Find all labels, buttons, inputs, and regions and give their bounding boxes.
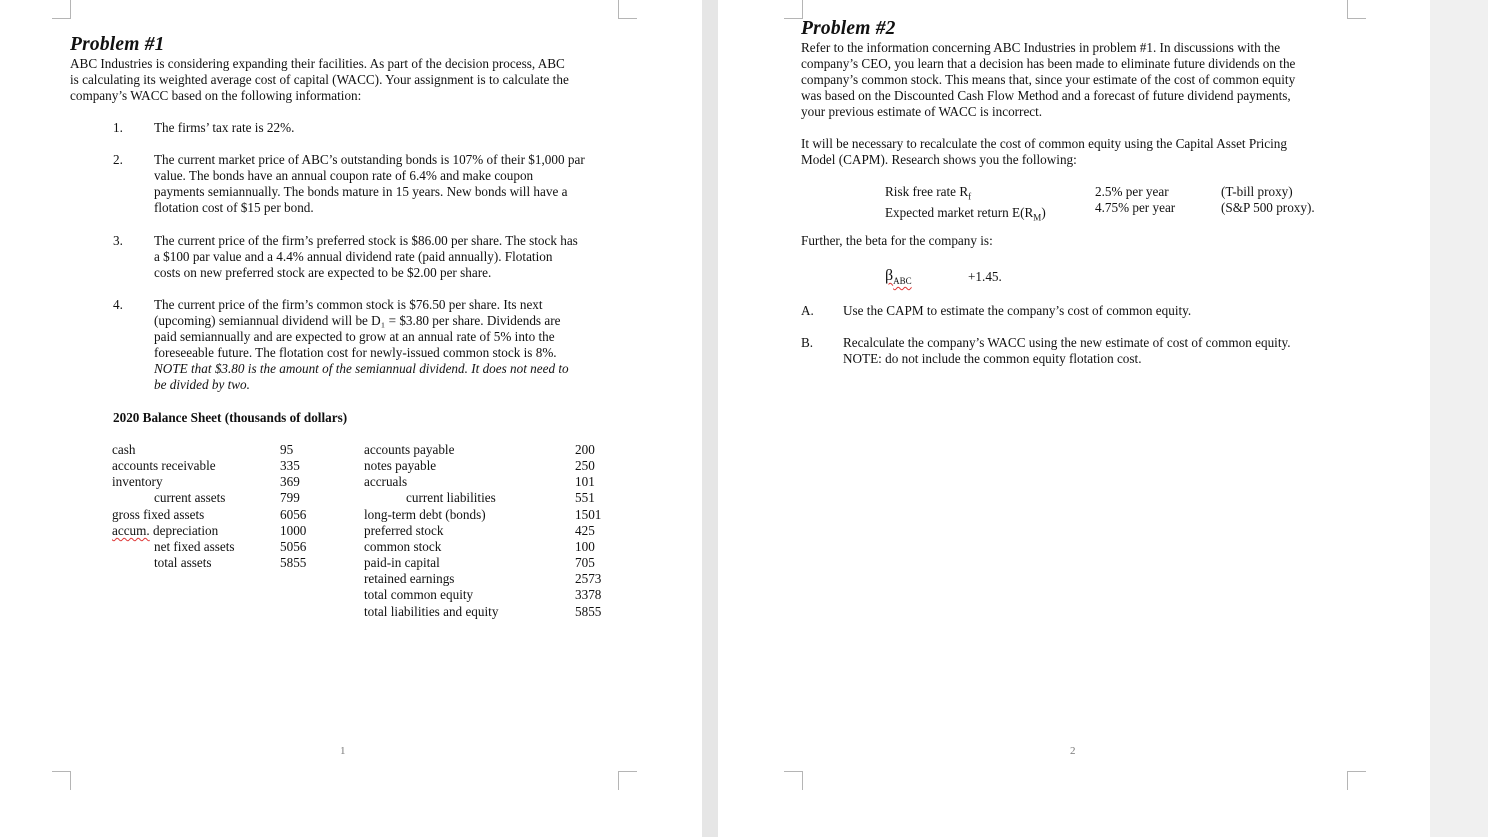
liability-label: common stock [364, 538, 442, 554]
liability-label: preferred stock [364, 522, 444, 538]
asset-value: 1000 [280, 522, 307, 538]
problem-1-intro [70, 56, 569, 104]
item-line: paid semiannually and are expected to grow at an annual rate of 5% into the [154, 329, 555, 345]
asset-value: 6056 [280, 506, 307, 522]
item-line: The current price of the firm’s common stock is $76.50 per share. Its next [154, 297, 543, 312]
liability-label: long-term debt (bonds) [364, 506, 486, 522]
market-proxy: (S&P 500 proxy). [1221, 200, 1315, 216]
crop-mark [1347, 0, 1366, 19]
liability-label: notes payable [364, 458, 437, 474]
crop-mark [618, 0, 637, 19]
document-page-1 [0, 0, 702, 837]
intro-line: company’s WACC based on the following information: [70, 88, 362, 104]
item-line: The current price of the firm’s preferred stock is $86.00 per share. The stock has [154, 233, 578, 248]
problem-1-title: Problem #1 [70, 34, 165, 55]
capm-intro [801, 136, 1287, 168]
risk-free-value: 2.5% per year [1095, 184, 1169, 199]
asset-label: total assets [154, 555, 212, 571]
beta-label [885, 266, 912, 291]
asset-value: 799 [280, 490, 300, 506]
item-number: 3. [113, 233, 123, 248]
problem-2-intro [801, 40, 1295, 120]
beta-value: +1.45. [968, 269, 1002, 284]
item-line: flotation cost of $15 per bond. [154, 200, 314, 216]
crop-mark [784, 0, 803, 19]
beta-subscript: ABC [893, 276, 912, 287]
asset-label: inventory [112, 474, 163, 490]
question-text [843, 303, 1191, 319]
question-text [843, 335, 1291, 367]
capm-input-labels [885, 184, 1046, 225]
item-text [154, 152, 585, 216]
capm-input-proxies [1221, 184, 1315, 216]
asset-value: 95 [280, 442, 294, 457]
asset-label: accum. depreciation [112, 522, 219, 538]
intro-line: Refer to the information concerning ABC Industries in problem #1. In discussions with the [801, 40, 1281, 55]
item-line: (upcoming) semiannual dividend will be D₁ = $3.80 per share. Dividends are [154, 313, 561, 329]
liability-label: retained earnings [364, 571, 455, 587]
intro-line: ABC Industries is considering expanding their facilities. As part of the decision process, ABC [70, 56, 565, 71]
crop-mark [52, 0, 71, 19]
beta-symbol: β [885, 267, 894, 284]
liability-value: 100 [575, 538, 595, 554]
asset-value: 5056 [280, 538, 307, 554]
capm-input-values [1095, 184, 1175, 216]
item-line: value. The bonds have an annual coupon rate of 6.4% and make coupon [154, 168, 534, 184]
item-line: payments semiannually. The bonds mature in 15 years. New bonds will have a [154, 184, 568, 200]
crop-mark [618, 771, 637, 790]
asset-value: 5855 [280, 555, 307, 571]
asset-value: 369 [280, 474, 300, 490]
crop-mark [52, 771, 71, 790]
document-page-2 [718, 0, 1430, 837]
asset-label: gross fixed assets [112, 506, 205, 522]
assets-labels [112, 442, 235, 571]
balance-sheet-title: 2020 Balance Sheet (thousands of dollars) [113, 410, 348, 425]
item-note: be divided by two. [154, 377, 250, 393]
beta-intro: Further, the beta for the company is: [801, 233, 993, 248]
capm-line: Model (CAPM). Research shows you the following: [801, 152, 1077, 168]
liability-value: 250 [575, 458, 595, 474]
liability-value: 2573 [575, 571, 602, 587]
page-number: 2 [1070, 745, 1076, 757]
asset-label: cash [112, 442, 136, 457]
item-text [154, 297, 569, 394]
item-note: NOTE that $3.80 is the amount of the semiannual dividend. It does not need to [154, 361, 569, 377]
market-return-value: 4.75% per year [1095, 200, 1176, 216]
liability-value: 101 [575, 474, 595, 490]
liability-label: total common equity [364, 587, 474, 603]
item-number: 4. [113, 297, 123, 312]
liability-value: 1501 [575, 506, 602, 522]
intro-line: is calculating its weighted average cost of capital (WACC). Your assignment is to calculate the [70, 72, 569, 88]
crop-mark [1347, 771, 1366, 790]
question-letter: A. [801, 303, 814, 318]
question-line: Use the CAPM to estimate the company’s cost of common equity. [843, 303, 1192, 318]
market-return-label: Expected market return $E(R_M)$ [885, 204, 1046, 223]
item-text [154, 120, 294, 136]
intro-line: company’s CEO, you learn that a decision has been made to eliminate future dividends on the [801, 56, 1296, 72]
vertical-scroll-area[interactable] [1430, 0, 1488, 837]
item-number: 2. [113, 152, 123, 167]
liability-value: 5855 [575, 603, 602, 619]
asset-label: net fixed assets [154, 538, 235, 554]
intro-line: your previous estimate of WACC is incorrect. [801, 104, 1043, 120]
liability-value: 705 [575, 555, 595, 571]
question-line: NOTE: do not include the common equity flotation cost. [843, 351, 1142, 367]
item-line: The firms’ tax rate is 22%. [154, 120, 295, 135]
item-text [154, 233, 578, 281]
asset-label: accounts receivable [112, 458, 216, 474]
risk-free-label: Risk free rate $R_f$ [885, 184, 972, 202]
page-number: 1 [340, 745, 346, 757]
liability-value: 551 [575, 490, 595, 506]
question-letter: B. [801, 335, 814, 350]
asset-value: 335 [280, 458, 300, 474]
liability-label: accruals [364, 474, 408, 490]
item-number: 1. [113, 120, 123, 135]
problem-2-title: Problem #2 [801, 18, 896, 39]
assets-values [280, 442, 306, 571]
liabilities-labels [364, 442, 498, 620]
liability-label: accounts payable [364, 442, 455, 457]
liability-label: total liabilities and equity [364, 603, 499, 619]
item-line: foreseeable future. The flotation cost for newly-issued common stock is 8%. [154, 345, 557, 361]
intro-line: company’s common stock. This means that, since your estimate of the cost of common equity [801, 72, 1296, 88]
question-line: Recalculate the company’s WACC using the new estimate of cost of common equity. [843, 335, 1291, 350]
capm-line: It will be necessary to recalculate the cost of common equity using the Capital Asset Pricing [801, 136, 1287, 151]
intro-line: was based on the Discounted Cash Flow Method and a forecast of future dividend payments, [801, 88, 1291, 104]
item-line: The current market price of ABC’s outstanding bonds is 107% of their $1,000 par [154, 152, 585, 167]
liability-value: 3378 [575, 587, 602, 603]
liabilities-values [575, 442, 601, 620]
crop-mark [784, 771, 803, 790]
liability-value: 425 [575, 522, 595, 538]
asset-label: current assets [154, 490, 226, 506]
risk-free-proxy: (T-bill proxy) [1221, 184, 1293, 199]
item-line: a $100 par value and a 4.4% annual dividend rate (paid annually). Flotation [154, 249, 553, 265]
liability-label: current liabilities [406, 490, 496, 506]
item-line: costs on new preferred stock are expected to be $2.00 per share. [154, 265, 492, 281]
liability-value: 200 [575, 442, 595, 457]
liability-label: paid-in capital [364, 555, 440, 571]
